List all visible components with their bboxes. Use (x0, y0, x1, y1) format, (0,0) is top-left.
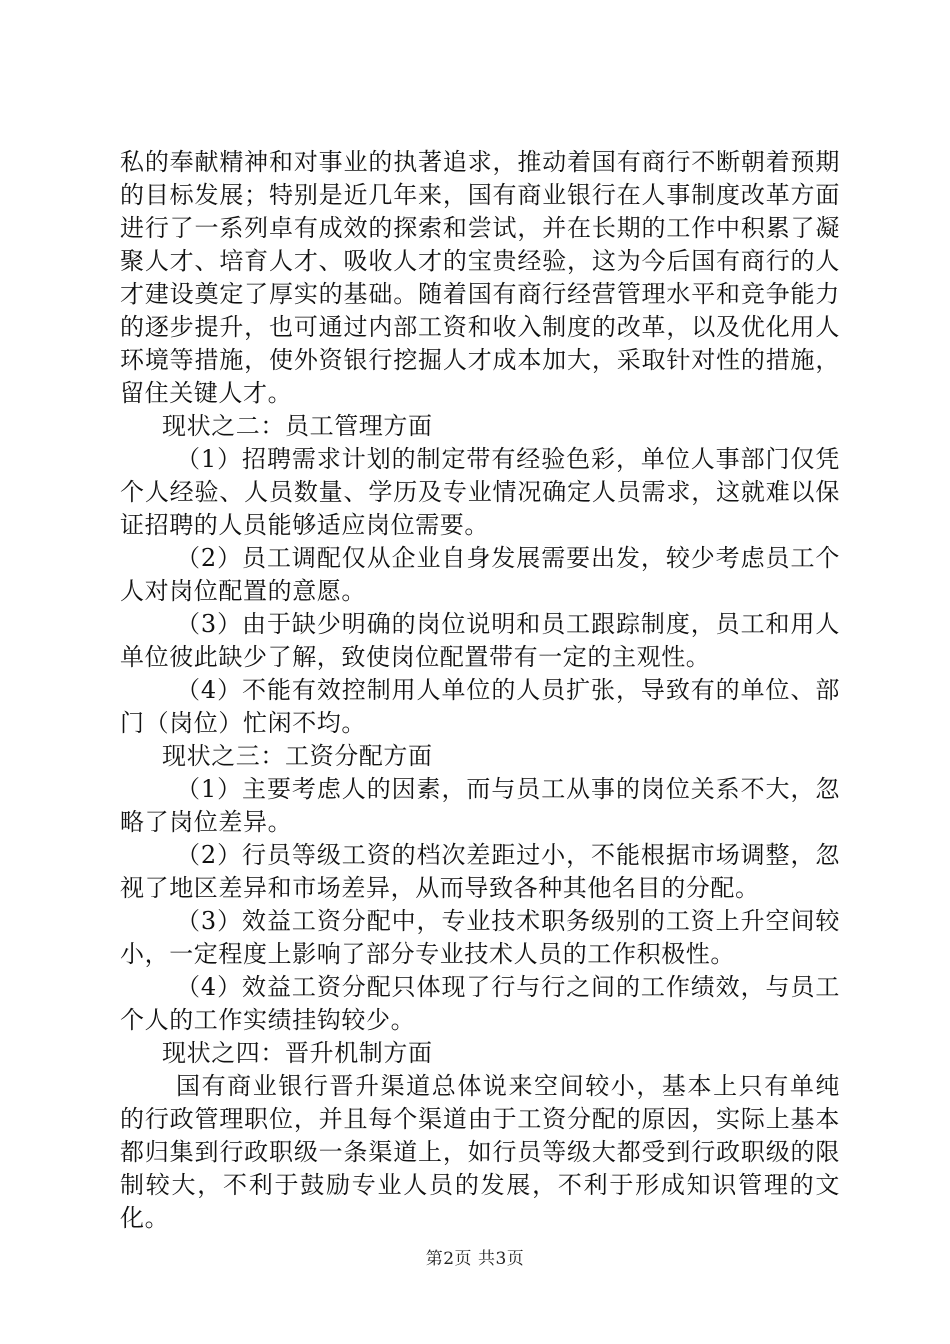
list-item: （1）招聘需求计划的制定带有经验色彩，单位人事部门仅凭个人经验、人员数量、学历及专业情况确定人员需求，这就难以保证招聘的人员能够适应岗位需要。 (120, 445, 840, 539)
list-item: （3）由于缺少明确的岗位说明和员工跟踪制度，员工和用人单位彼此缺少了解，致使岗位配置带有一定的主观性。 (120, 610, 840, 671)
section-heading-staff-management: 现状之二：员工管理方面 (162, 412, 433, 440)
section-heading-salary-distribution: 现状之三：工资分配方面 (162, 742, 433, 770)
document-body (120, 146, 840, 1235)
page-footer: 第2页 共3页 (425, 1249, 525, 1269)
list-item: （4）效益工资分配只体现了行与行之间的工作绩效，与员工个人的工作实绩挂钩较少。 (120, 973, 840, 1034)
section-heading-promotion-mechanism: 现状之四：晋升机制方面 (162, 1039, 433, 1067)
paragraph-continuation: 私的奉献精神和对事业的执著追求，推动着国有商行不断朝着预期的目标发展；特别是近几年来，国有商业银行在人事制度改革方面进行了一系列卓有成效的探索和尝试，并在长期的工作中积累了凝聚人才、培育人才、吸收人才的宝贵经验，这为今后国有商行的人才建设奠定了厚实的基础。随着国有商行经营管理水平和竞争能力的逐步提升，也可通过内部工资和收入制度的改革，以及优化用人环境等措施，使外资银行挖掘人才成本加大，采取针对性的措施，留住关键人才。 (120, 148, 840, 407)
paragraph-promotion: 国有商业银行晋升渠道总体说来空间较小，基本上只有单纯的行政管理职位，并且每个渠道由于工资分配的原因，实际上基本都归集到行政职级一条渠道上，如行员等级大都受到行政职级的限制较大，不利于鼓励专业人员的发展，不利于形成知识管理的文化。 (120, 1072, 840, 1232)
list-item: （3）效益工资分配中，专业技术职务级别的工资上升空间较小，一定程度上影响了部分专业技术人员的工作积极性。 (120, 907, 840, 968)
list-item: （2）行员等级工资的档次差距过小，不能根据市场调整，忽视了地区差异和市场差异，从而导致各种其他名目的分配。 (120, 841, 840, 902)
list-item: （2）员工调配仅从企业自身发展需要出发，较少考虑员工个人对岗位配置的意愿。 (120, 544, 840, 605)
list-item: （4）不能有效控制用人单位的人员扩张，导致有的单位、部门（岗位）忙闲不均。 (120, 676, 840, 737)
list-item: （1）主要考虑人的因素，而与员工从事的岗位关系不大，忽略了岗位差异。 (120, 775, 840, 836)
